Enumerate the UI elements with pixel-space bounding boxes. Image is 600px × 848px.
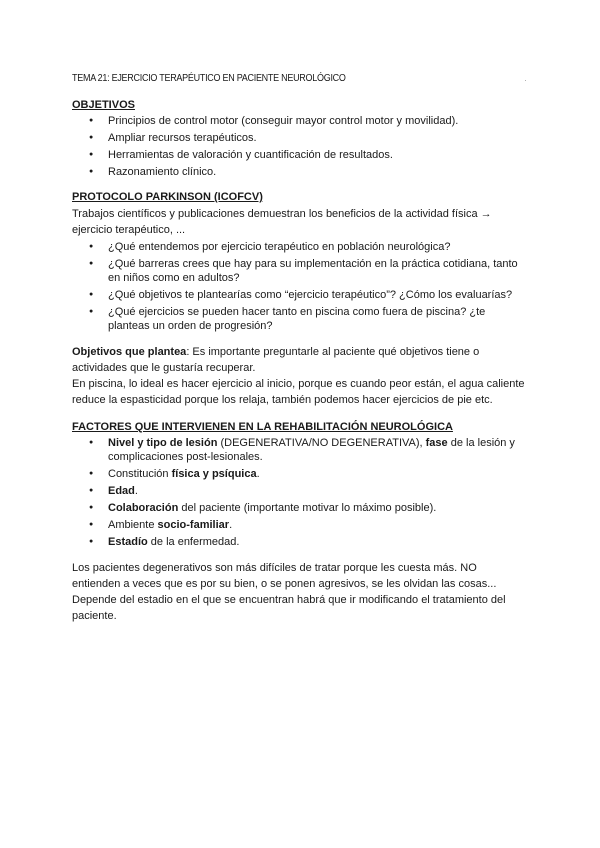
document-page bbox=[72, 72, 528, 624]
factor-bold: socio-familiar bbox=[157, 519, 230, 531]
heading-objetivos: OBJETIVOS bbox=[72, 99, 135, 111]
objetivos-plantea-text: : Es importante preguntarle al paciente qué objetivos tiene o actividades que le gustaría recuperar. bbox=[72, 346, 480, 374]
list-item: ● ¿Qué ejercicios se pueden hacer tanto en piscina como fuera de piscina? ¿te planteas un orden de progresión? bbox=[108, 305, 528, 336]
list-item bbox=[108, 518, 528, 535]
list-item bbox=[108, 501, 528, 518]
factor-bold: Edad bbox=[108, 485, 135, 497]
factor-text: Ambiente bbox=[108, 519, 158, 531]
list-item: ● Ampliar recursos terapéuticos. bbox=[108, 131, 528, 148]
factor-text: de la lesión y complicaciones post-lesionales. bbox=[108, 437, 515, 463]
list-item bbox=[108, 436, 528, 467]
page-mark bbox=[525, 80, 526, 81]
heading-protocolo: PROTOCOLO PARKINSON (ICOFCV) bbox=[72, 191, 263, 203]
factores-list bbox=[72, 436, 528, 552]
factor-text: de la enfermedad. bbox=[147, 536, 240, 548]
factor-text: . bbox=[229, 519, 233, 531]
list-item: ● ¿Qué entendemos por ejercicio terapéutico en población neurológica? bbox=[108, 240, 528, 257]
protocolo-questions bbox=[72, 240, 528, 336]
list-item: ● Razonamiento clínico. bbox=[108, 165, 528, 182]
heading-factores: FACTORES QUE INTERVIENEN EN LA REHABILITACIÓN NEUROLÓGICA bbox=[72, 421, 453, 433]
factor-bold: Estadío bbox=[108, 536, 148, 548]
factor-text: . bbox=[134, 485, 138, 497]
factor-bold: física y psíquica bbox=[171, 468, 257, 480]
objetivos-list bbox=[72, 114, 528, 182]
factor-text: (DEGENERATIVA/NO DEGENERATIVA), bbox=[217, 437, 426, 449]
list-item bbox=[108, 535, 528, 552]
objetivos-plantea-label: Objetivos que plantea bbox=[72, 346, 187, 358]
list-item bbox=[108, 467, 528, 484]
list-item: ● ¿Qué objetivos te plantearías como “ejercicio terapéutico”? ¿Cómo los evaluarías? bbox=[108, 288, 528, 305]
factor-text: Constitución bbox=[108, 468, 172, 480]
factor-text: . bbox=[256, 468, 260, 480]
factor-bold: fase bbox=[425, 437, 448, 449]
list-item: ● ¿Qué barreras crees que hay para su implementación en la práctica cotidiana, tanto en niños como en adultos? bbox=[108, 257, 528, 288]
factor-bold: Nivel y tipo de lesión bbox=[108, 437, 218, 449]
piscina-paragraph: En piscina, lo ideal es hacer ejercicio al inicio, porque es cuando peor están, el agua caliente reduce la espasticidad porque los relaja, también podemos hacer ejercicios de pie etc. bbox=[72, 378, 525, 406]
closing-paragraph: Los pacientes degenerativos son más difíciles de tratar porque les cuesta más. NO entienden a veces que es por su bien, o se ponen agresivos, se les olvidan las cosas... Depende del estadio en el que se encuentran habrá que ir modificando el tratamiento del paciente. bbox=[72, 562, 506, 622]
factor-text: del paciente (importante motivar lo máximo posible). bbox=[178, 502, 437, 514]
list-item bbox=[108, 484, 528, 501]
factor-bold: Colaboración bbox=[108, 502, 179, 514]
protocolo-intro: Trabajos científicos y publicaciones demuestran los beneficios de la actividad física → ejercicio terapéutico, ... bbox=[72, 208, 492, 236]
document-title: TEMA 21: EJERCICIO TERAPÉUTICO EN PACIENTE NEUROLÓGICO bbox=[72, 73, 346, 84]
objetivos-plantea-paragraph bbox=[72, 344, 528, 376]
list-item: ● Herramientas de valoración y cuantificación de resultados. bbox=[108, 148, 528, 165]
list-item: ● Principios de control motor (conseguir mayor control motor y movilidad). bbox=[108, 114, 528, 131]
